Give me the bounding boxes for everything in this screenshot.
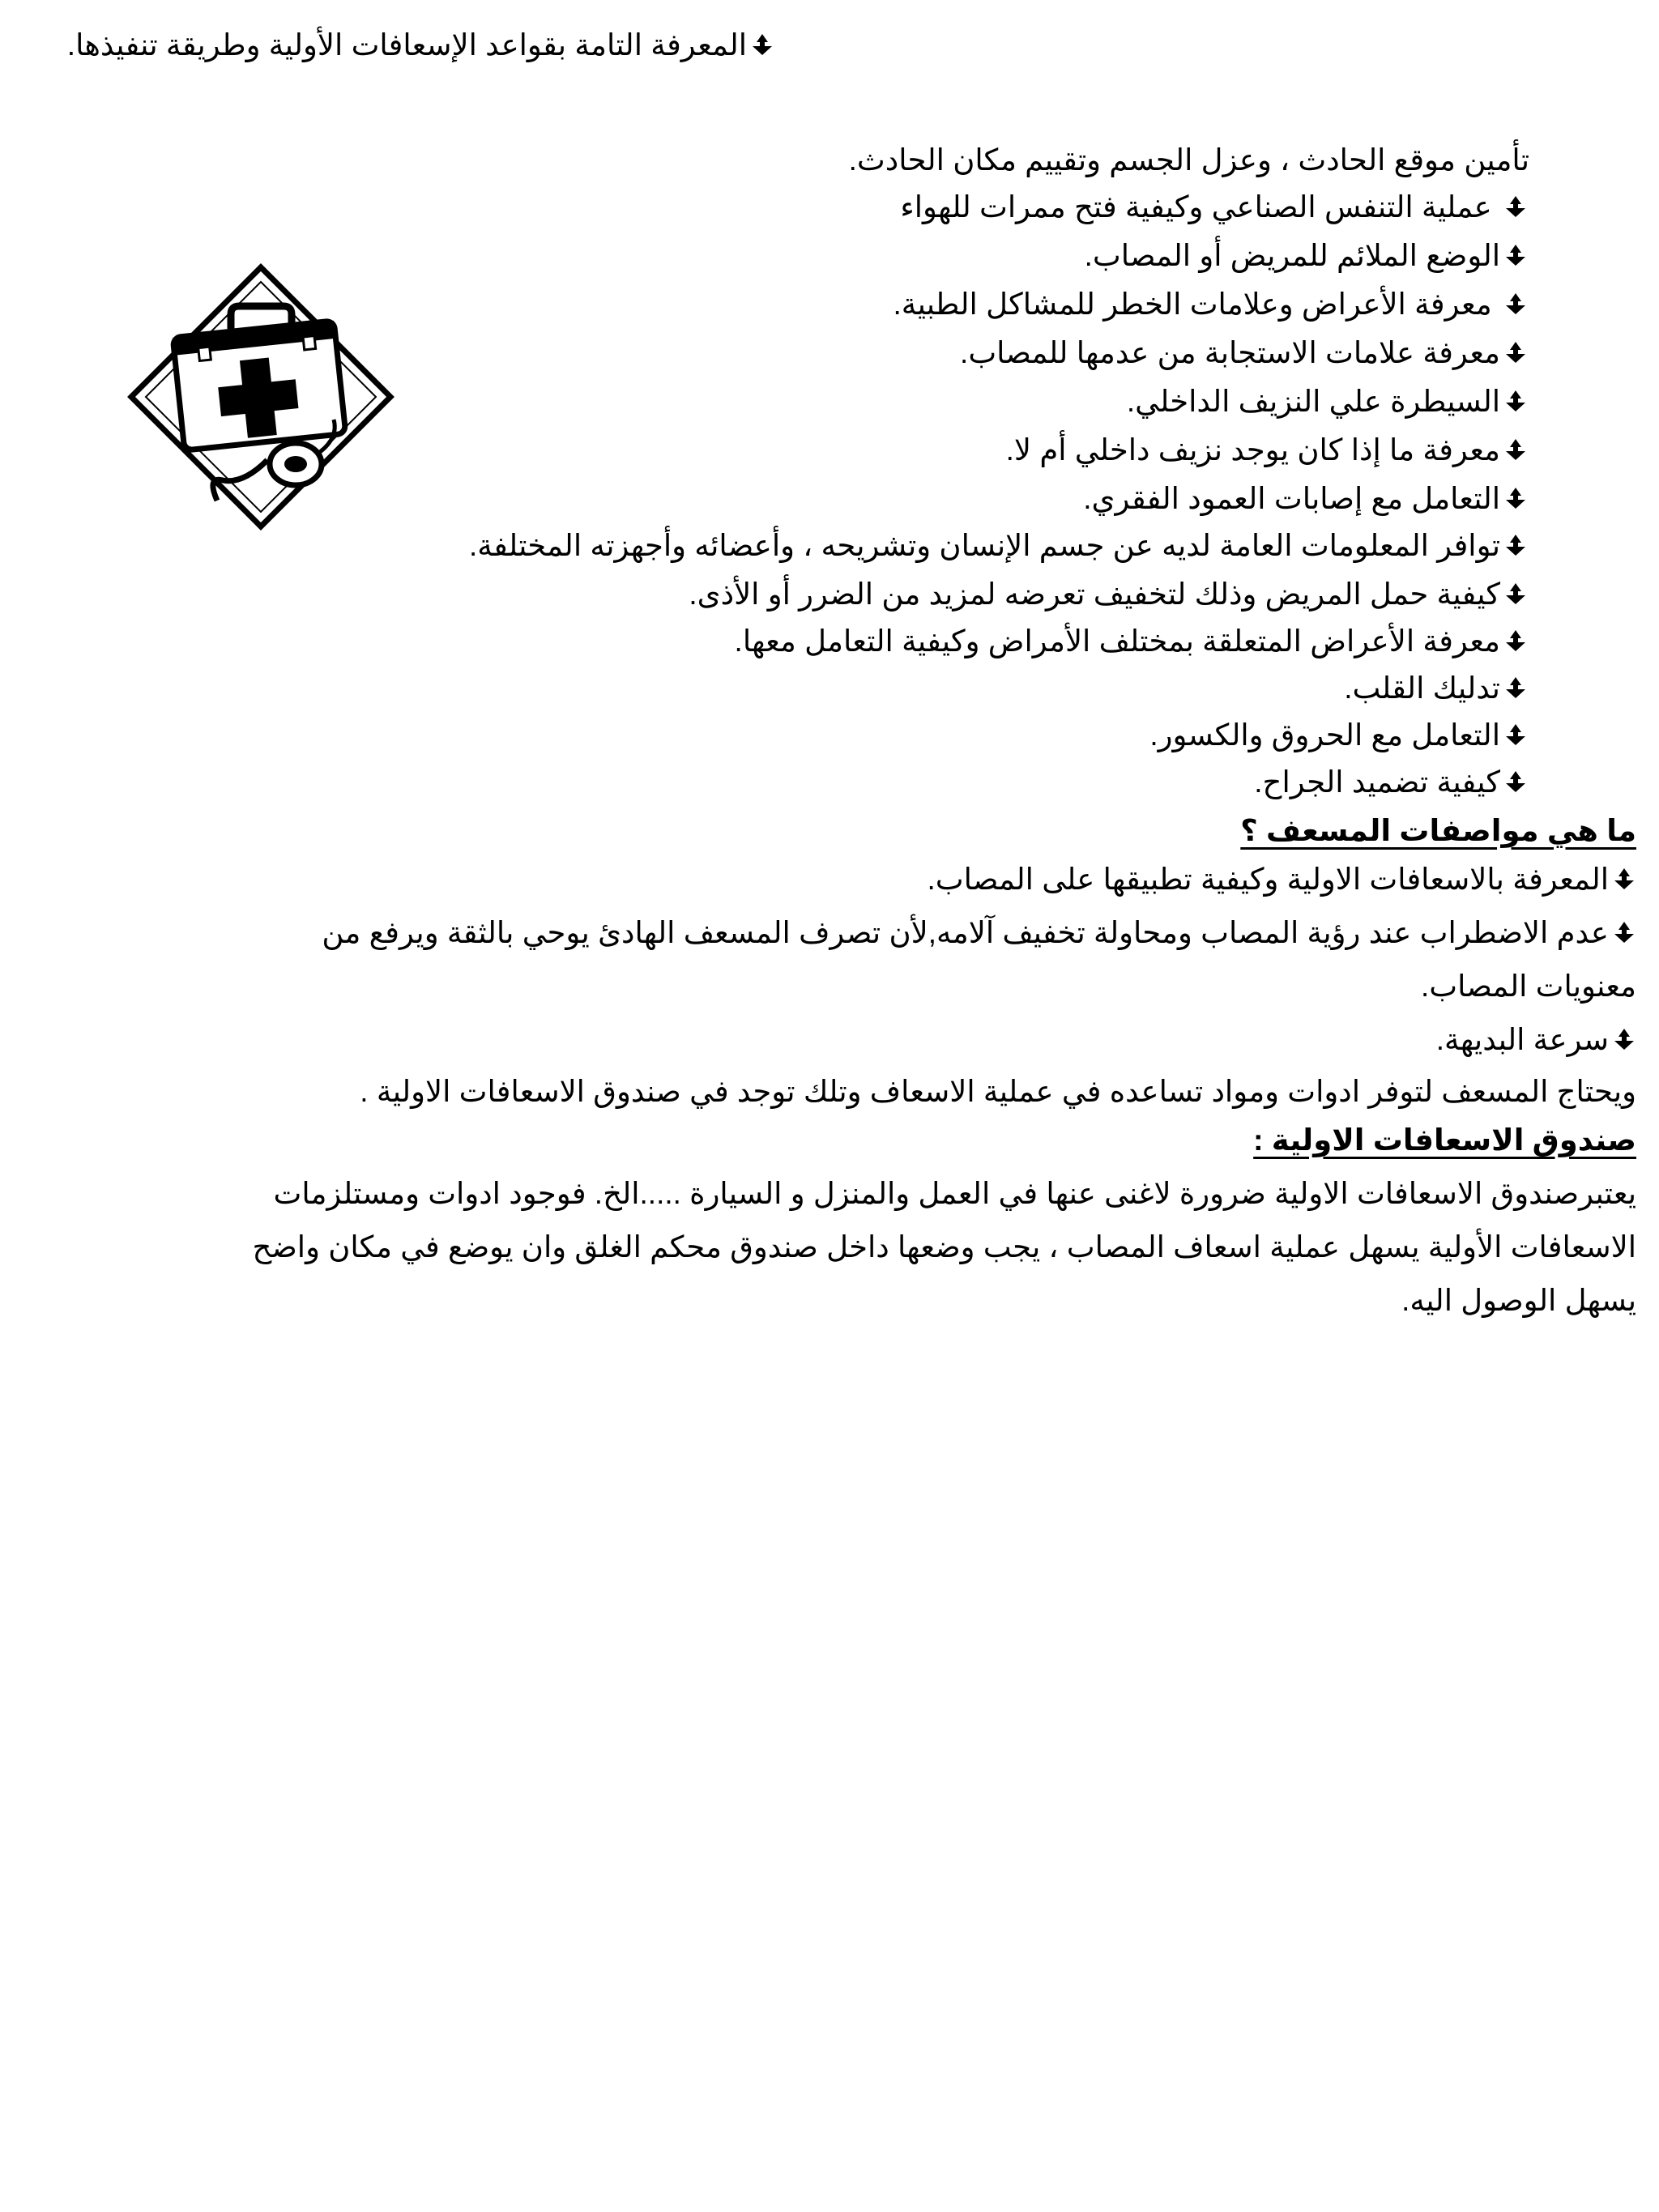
skill-item	[960, 330, 1528, 376]
skills-lead: تأمين موقع الحادث ، وعزل الجسم وتقييم مكان الحادث.	[848, 143, 1529, 177]
skill-item	[1344, 666, 1528, 711]
diamond-arrow-bullet-icon	[750, 32, 774, 57]
diamond-arrow-bullet-icon	[1503, 389, 1528, 413]
paramedic-item-text: المعرفة بالاسعافات الاولية وكيفية تطبيقها على المصاب.	[927, 863, 1609, 896]
intro-line	[67, 23, 774, 68]
diamond-arrow-bullet-icon	[1503, 194, 1528, 219]
diamond-arrow-bullet-icon	[1612, 920, 1636, 944]
diamond-arrow-bullet-icon	[1503, 582, 1528, 606]
skill-item-text: معرفة الأعراض المتعلقة بمختلف الأمراض وكيفية التعامل معها.	[734, 624, 1500, 658]
skill-item	[1085, 233, 1528, 279]
skill-item	[1006, 428, 1528, 473]
paramedic-item	[322, 910, 1636, 956]
skill-item-text: معرفة الأعراض وعلامات الخطر للمشاكل الطبية.	[893, 288, 1492, 321]
skill-item	[469, 523, 1528, 569]
skill-item-text: توافر المعلومات العامة لديه عن جسم الإنسان وتشريحه ، وأعضائه وأجهزته المختلفة.	[469, 529, 1500, 562]
skill-item-text: تدليك القلب.	[1344, 671, 1500, 705]
intro-text: المعرفة التامة بقواعد الإسعافات الأولية وطريقة تنفيذها.	[66, 28, 747, 62]
skill-item	[735, 619, 1528, 664]
skill-item	[1127, 379, 1528, 424]
firstaid-box-heading: صندوق الاسعافات الاولية :	[1253, 1123, 1636, 1157]
skill-item	[893, 282, 1528, 327]
skill-item-text: السيطرة علي النزيف الداخلي.	[1126, 385, 1500, 418]
skill-item-text: كيفية تضميد الجراح.	[1254, 765, 1500, 799]
paramedic-item-text: سرعة البديهة.	[1435, 1023, 1609, 1056]
diamond-arrow-bullet-icon	[1503, 769, 1528, 794]
paramedic-item	[928, 857, 1637, 902]
skill-item	[900, 185, 1528, 230]
diamond-arrow-bullet-icon	[1503, 533, 1528, 557]
firstaid-box-paragraph-line: يسهل الوصول اليه.	[1401, 1284, 1636, 1317]
paramedic-note: ويحتاج المسعف لتوفر ادوات ومواد تساعده في عملية الاسعاف وتلك توجد في صندوق الاسعافات الاولية .	[360, 1075, 1636, 1108]
diamond-arrow-bullet-icon	[1503, 292, 1528, 316]
skill-item-text: التعامل مع الحروق والكسور.	[1149, 718, 1500, 752]
skill-item-text: الوضع الملائم للمريض أو المصاب.	[1084, 239, 1500, 272]
skill-item	[689, 572, 1528, 617]
skill-item	[1083, 476, 1528, 522]
skill-item-text: التعامل مع إصابات العمود الفقري.	[1083, 482, 1500, 515]
skill-item-text: معرفة علامات الاستجابة من عدمها للمصاب.	[960, 336, 1500, 369]
first-aid-kit-icon	[122, 258, 401, 537]
diamond-arrow-bullet-icon	[1503, 437, 1528, 462]
diamond-arrow-bullet-icon	[1503, 629, 1528, 653]
diamond-arrow-bullet-icon	[1612, 867, 1636, 891]
diamond-arrow-bullet-icon	[1503, 676, 1528, 700]
diamond-arrow-bullet-icon	[1503, 486, 1528, 510]
skill-item-text: عملية التنفس الصناعي وكيفية فتح ممرات للهواء	[900, 190, 1492, 224]
diamond-arrow-bullet-icon	[1503, 340, 1528, 364]
skill-item-text: معرفة ما إذا كان يوجد نزيف داخلي أم لا.	[1005, 433, 1500, 467]
firstaid-box-paragraph-line: يعتبرصندوق الاسعافات الاولية ضرورة لاغنى عنها في العمل والمنزل و السيارة .....الخ. فوجود ادوات ومستلزمات	[273, 1177, 1636, 1210]
firstaid-box-paragraph-line: الاسعافات الأولية يسهل عملية اسعاف المصاب ، يجب وضعها داخل صندوق محكم الغلق وان يوضع في مكان واضح	[252, 1230, 1636, 1264]
paramedic-item	[1436, 1017, 1636, 1063]
diamond-arrow-bullet-icon	[1503, 243, 1528, 267]
diamond-arrow-bullet-icon	[1503, 722, 1528, 747]
skill-item	[1254, 760, 1528, 805]
skill-item-text: كيفية حمل المريض وذلك لتخفيف تعرضه لمزيد من الضرر أو الأذى.	[689, 578, 1500, 611]
diamond-arrow-bullet-icon	[1612, 1027, 1636, 1051]
paramedic-item-continuation: معنويات المصاب.	[1420, 970, 1636, 1003]
paramedic-item-text: عدم الاضطراب عند رؤية المصاب ومحاولة تخفيف آلامه,لأن تصرف المسعف الهادئ يوحي بالثقة ويرفع من	[322, 916, 1609, 949]
paramedic-heading: ما هي مواصفات المسعف ؟	[1240, 814, 1636, 847]
skill-item	[1149, 713, 1528, 758]
